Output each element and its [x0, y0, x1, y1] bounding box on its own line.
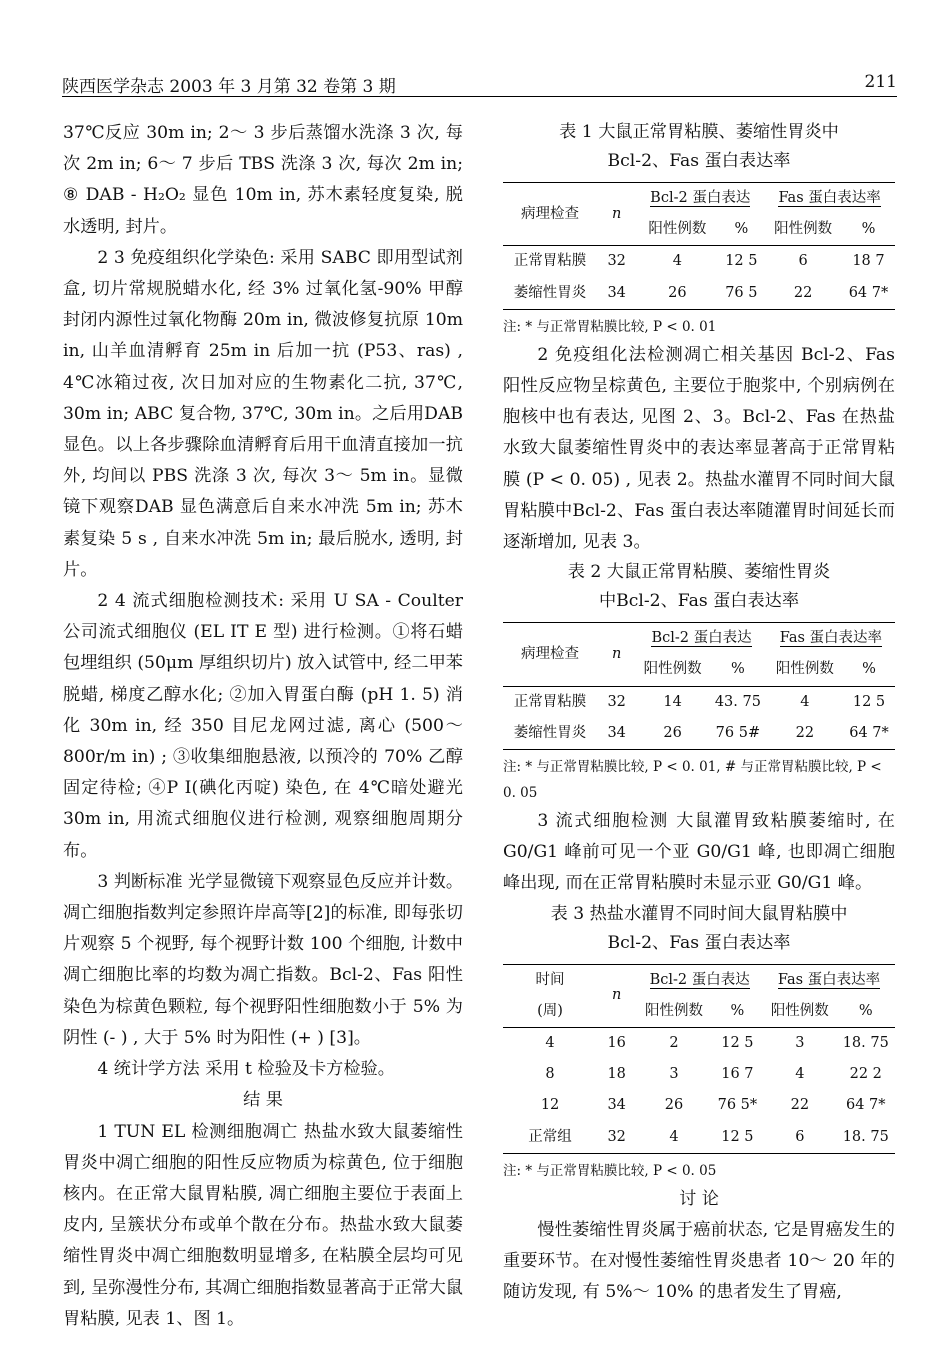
- table-header: n: [597, 623, 636, 686]
- table-header: n: [597, 964, 636, 1027]
- table-header: 阳性例数: [636, 654, 709, 686]
- paragraph: 4 统计学方法 采用 t 检验及卡方检验。: [97, 1059, 395, 1080]
- table-header: Fas 蛋白表达率: [767, 623, 895, 655]
- table-header: 病理检查: [503, 623, 597, 686]
- running-header: [62, 68, 897, 97]
- table-header: %: [843, 654, 895, 686]
- paragraph: 3 判断标准 光学显微镜下观察显色反应并计数。凋亡细胞指数判定参照许岸高等[2]的标准, 即每张切片观察 5 个视野, 每个视野计数 100 个细胞, 计数中凋亡细胞比率的均数为凋亡指数。Bcl-2、Fas 阳性染色为棕黄色颗粒, 每个视野阳性细胞数小于 5% 为阴性 (- ) , 大于 5% 时为阳性 (+ ) [3]。: [63, 871, 464, 1048]
- table-header: 时间: [503, 964, 597, 996]
- table-caption: 中Bcl-2、Fas 蛋白表达率: [598, 591, 800, 612]
- table-header: Bcl-2 蛋白表达: [636, 623, 767, 655]
- paragraph: 1 TUN EL 检测细胞凋亡 热盐水致大鼠萎缩性胃炎中凋亡细胞的阳性反应物质为棕黄色, 位于细胞核内。在正常大鼠胃粘膜, 凋亡细胞主要位于表面上皮内, 呈簇状分布或单个散在分布。热盐水致大鼠萎缩性胃炎中凋亡细胞数明显增多, 在粘膜全层均可见到, 呈弥漫性分布, 其凋亡细胞指数显著高于正常大鼠胃粘膜, 见表 1、图 1。: [63, 1121, 463, 1329]
- table-note: 注: * 与正常胃粘膜比较, P < 0. 01: [503, 318, 717, 335]
- table-1: [503, 182, 895, 310]
- table-row: 正常胃粘膜 32 14 43. 75 4 12 5: [513, 693, 886, 710]
- table-header: (周): [503, 996, 597, 1028]
- paragraph: 慢性萎缩性胃炎属于癌前状态, 它是胃癌发生的重要环节。在对慢性萎缩性胃炎患者 10～ 20 年的随访发现, 有 5%～ 10% 的患者发生了胃癌,: [503, 1220, 895, 1303]
- section-heading: 讨 论: [679, 1188, 719, 1209]
- table-note: 注: * 与正常胃粘膜比较, P < 0. 01, # 与正常胃粘膜比较, P < 0. 05: [503, 759, 882, 802]
- table-2: [503, 622, 895, 750]
- table-caption: 表 1 大鼠正常胃粘膜、萎缩性胃炎中: [559, 122, 839, 142]
- table-3: [503, 964, 895, 1154]
- table-row: 8 18 3 16 7 4 22 2: [545, 1066, 882, 1083]
- paragraph: 2 免疫组化法检测凋亡相关基因 Bcl-2、Fas 阳性反应物呈棕黄色, 主要位于胞浆中, 个别病例在胞核中也有表达, 见图 2、3。Bcl-2、Fas 在热盐水致大鼠萎缩性胃炎中的表达率显著高于正常胃粘膜 (P < 0. 05) , 见表 2。热盐水灌胃不同时间大鼠胃粘膜中Bcl-2、Fas 蛋白表达率随灌胃时间延长而逐渐增加, 见表 3。: [503, 344, 895, 553]
- table-header: 阳性例数: [636, 996, 711, 1028]
- table-row: 正常胃粘膜 32 4 12 5 6 18 7: [513, 253, 885, 270]
- table-header: 阳性例数: [636, 214, 718, 246]
- page-number: 211: [864, 72, 897, 92]
- table-header: 阳性例数: [764, 214, 842, 246]
- table-header: %: [837, 996, 895, 1028]
- section-heading: 结 果: [243, 1090, 283, 1111]
- table-header: %: [712, 996, 763, 1028]
- table-row: 萎缩性胃炎 34 26 76 5 22 64 7*: [503, 278, 895, 310]
- paragraph: 2 3 免疫组织化学染色: 采用 SABC 即用型试剂盒, 切片常规脱蜡水化, 经 3% 过氧化氢-90% 甲醇封闭内源性过氧化物酶 20m in, 微波修复抗原 10m in, 山羊血清孵育 25m in 后加一抗 (P53、ras) , 4℃冰箱过夜, 次日加对应的生物素化二抗, 37℃, 30m in; ABC 复合物, 37℃, 30m in。之后用DAB 显色。以上各步骤除血清孵育后用干血清直接加一抗外, 均间以 PBS 洗涤 3 次, 每次 3～ 5m in。显微镜下观察DAB 显色满意后自来水冲洗 5m in; 苏木素复染 5 s , 自来水冲洗 5m in; 最后脱水, 透明, 封片。: [63, 247, 463, 580]
- table-header: 阳性例数: [767, 654, 843, 686]
- table-caption: 表 3 热盐水灌胃不同时间大鼠胃粘膜中: [550, 903, 848, 924]
- table-header: %: [842, 214, 895, 246]
- table-header: %: [718, 214, 764, 246]
- table-header: n: [597, 183, 636, 246]
- table-caption: 表 2 大鼠正常胃粘膜、萎缩性胃炎: [567, 562, 831, 583]
- paragraph: 3 流式细胞检测 大鼠灌胃致粘膜萎缩时, 在 G0/G1 峰前可见一个亚 G0/G1 峰, 也即凋亡细胞峰出现, 而在正常胃粘膜时未显示亚 G0/G1 峰。: [503, 811, 895, 894]
- table-caption: Bcl-2、Fas 蛋白表达率: [607, 932, 791, 953]
- journal-title: 陕西医学杂志 2003 年 3 月第 32 卷第 3 期: [62, 77, 396, 97]
- paragraph: 37℃反应 30m in; 2～ 3 步后蒸馏水洗涤 3 次, 每次 2m in; 6～ 7 步后 TBS 洗涤 3 次, 每次 2m in; ⑧ DAB - H₂O₂ 显色 10m in, 苏木素轻度复染, 脱水透明, 封片。: [63, 123, 463, 237]
- table-header: Fas 蛋白表达率: [764, 183, 895, 215]
- table-header: Bcl-2 蛋白表达: [636, 964, 763, 996]
- right-column: [503, 118, 895, 1309]
- table-row: 12 34 26 76 5* 22 64 7*: [540, 1097, 886, 1114]
- left-column: [63, 118, 463, 1335]
- paragraph: 2 4 流式细胞检测技术: 采用 U SA - Coulter 公司流式细胞仪 (EL IT E 型) 进行检测。①将石蜡包埋组织 (50μm 厚组织切片) 放入试管中, 经二甲苯脱蜡, 梯度乙醇水化; ②加入胃蛋白酶 (pH 1. 5) 消化 30m in, 经 350 目尼龙网过滤, 离心 (500～ 800r/m in) ; ③收集细胞悬液, 以预冷的 70% 乙醇固定待检; ④P I(碘化丙啶) 染色, 在 4℃暗处避光 30m in, 用流式细胞仪进行检测, 观察细胞周期分布。: [63, 591, 463, 861]
- table-row: 4 16 2 12 5 3 18. 75: [545, 1035, 889, 1052]
- table-header: 阳性例数: [763, 996, 836, 1028]
- table-row: 正常组 32 4 12 5 6 18. 75: [503, 1122, 895, 1154]
- table-header: Fas 蛋白表达率: [763, 964, 895, 996]
- table-caption: Bcl-2、Fas 蛋白表达率: [607, 151, 791, 171]
- table-row: 萎缩性胃炎 34 26 76 5# 22 64 7*: [503, 718, 895, 750]
- table-header: Bcl-2 蛋白表达: [636, 183, 764, 215]
- table-header: 病理检查: [503, 183, 597, 246]
- table-note: 注: * 与正常胃粘膜比较, P < 0. 05: [503, 1162, 717, 1179]
- table-header: %: [709, 654, 767, 686]
